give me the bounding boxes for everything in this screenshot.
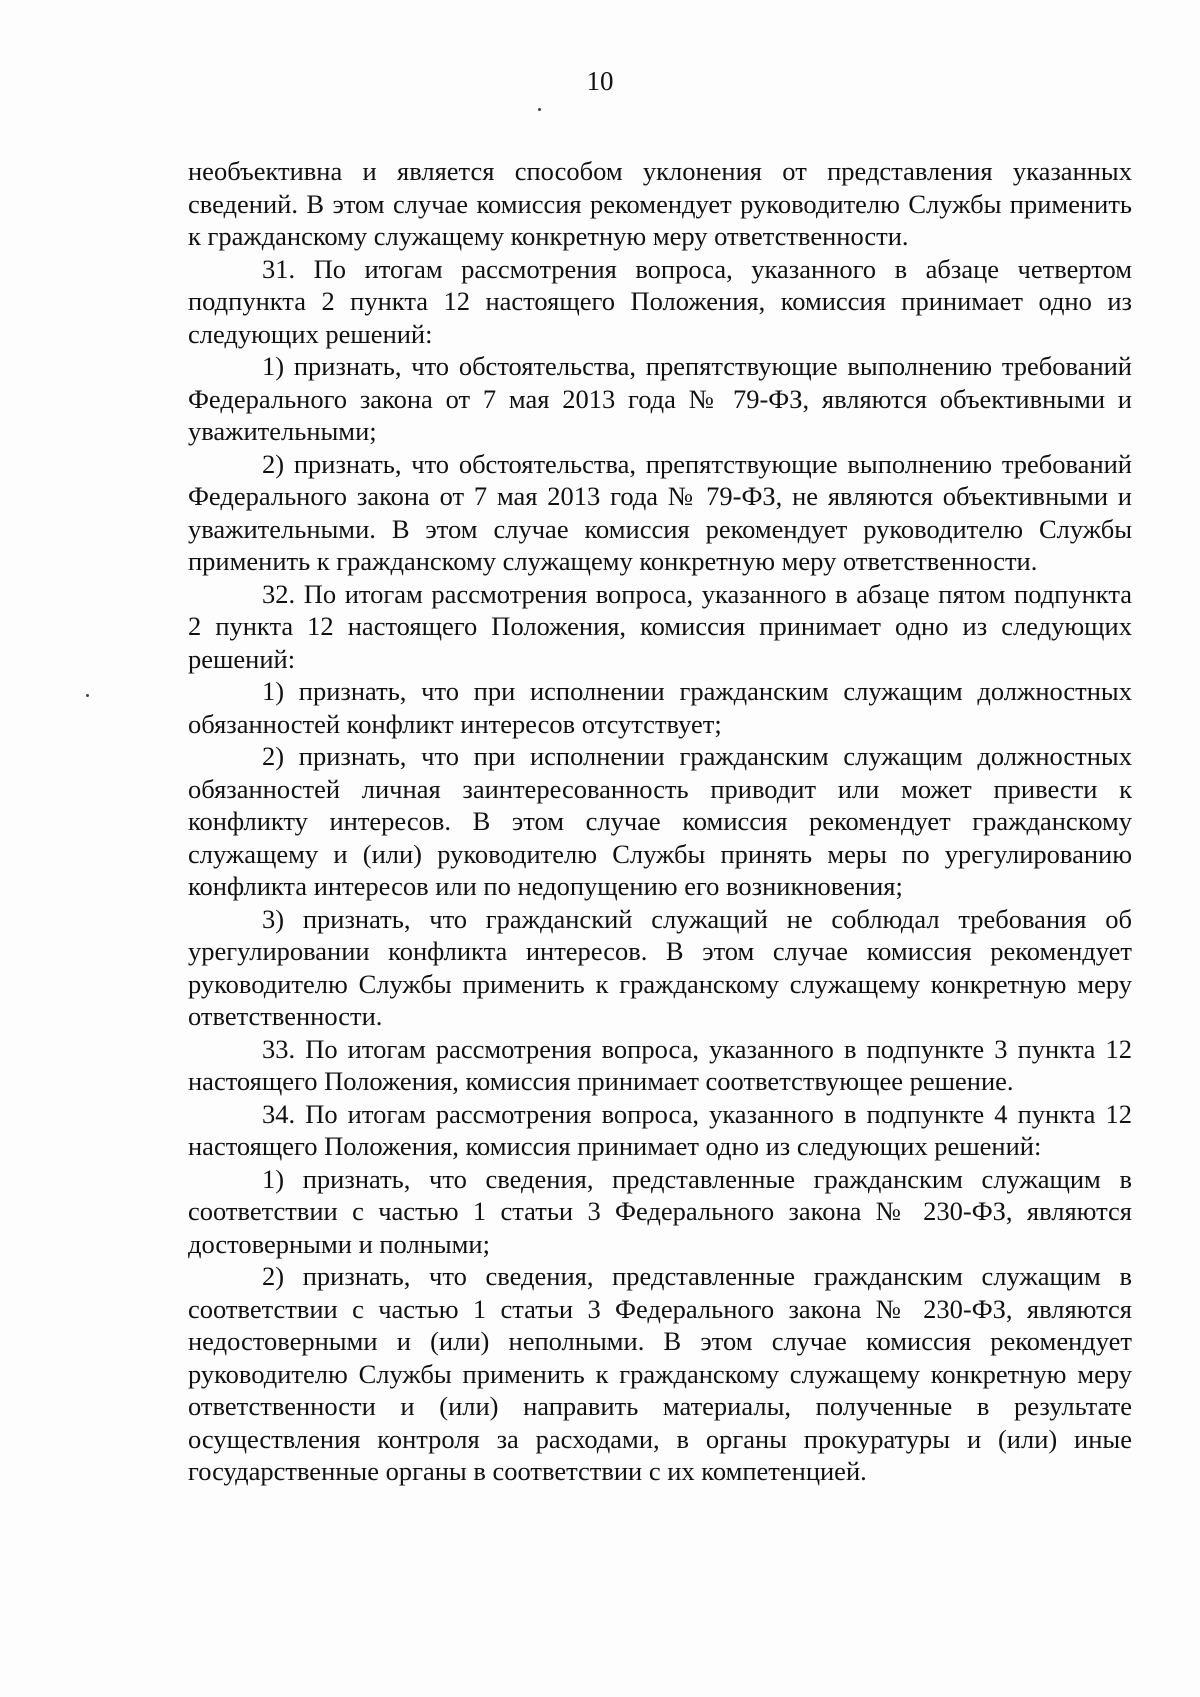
paragraph-34-item-1: 1) признать, что сведения, представленные гражданским служащим в соответствии с частью 1 статьи 3 Федерального закона № 230-ФЗ, являются достоверными и полными; — [188, 1163, 1132, 1259]
paragraph-31: 31. По итогам рассмотрения вопроса, указанного в абзаце четвертом подпункта 2 пункта 12 настоящего Положения, комиссия принимает одно из следующих решений: — [188, 253, 1132, 349]
paragraph-32-item-2: 2) признать, что при исполнении гражданским служащим должностных обязанностей личная заинтересованность приводит или может привести к конфликту интересов. В этом случае комиссия рекомендует гражданскому служащему и (или) руководителю Службы принять меры по урегулированию конфликта интересов или по недопущению его возникновения; — [188, 741, 1132, 901]
scan-speck — [86, 694, 89, 697]
paragraph-34-item-2: 2) признать, что сведения, представленные гражданским служащим в соответствии с частью 1 статьи 3 Федерального закона № 230-ФЗ, являются недостоверными и (или) неполными. В этом случае комиссия рекомендует руководителю Службы применить к гражданскому служащему конкретную меру ответственности и (или) направить материалы, полученные в результате осуществления контроля за расходами, в органы прокуратуры и (или) иные государственные органы в соответствии с их компетенцией. — [188, 1261, 1132, 1486]
paragraph-continuation: необъективна и является способом уклонения от представления указанных сведений. В этом случае комиссия рекомендует руководителю Службы применить к гражданскому служащему конкретную меру ответственности. — [188, 156, 1132, 251]
page-number: 10 — [586, 66, 614, 96]
paragraph-34: 34. По итогам рассмотрения вопроса, указанного в подпункте 4 пункта 12 настоящего Положения, комиссия принимает одно из следующих решений: — [188, 1098, 1132, 1161]
paragraph-33: 33. По итогам рассмотрения вопроса, указанного в подпункте 3 пункта 12 настоящего Положения, комиссия принимает соответствующее решение. — [188, 1033, 1132, 1096]
document-body — [188, 155, 1132, 1488]
scan-speck — [538, 108, 541, 111]
paragraph-32: 32. По итогам рассмотрения вопроса, указанного в абзаце пятом подпункта 2 пункта 12 настоящего Положения, комиссия принимает одно из следующих решений: — [188, 578, 1132, 674]
paragraph-31-item-1: 1) признать, что обстоятельства, препятствующие выполнению требований Федерального закона от 7 мая 2013 года № 79-ФЗ, являются объективными и уважительными; — [188, 351, 1132, 446]
paragraph-31-item-2: 2) признать, что обстоятельства, препятствующие выполнению требований Федерального закона от 7 мая 2013 года № 79-ФЗ, не являются объективными и уважительными. В этом случае комиссия рекомендует руководителю Службы применить к гражданскому служащему конкретную меру ответственности. — [188, 448, 1132, 576]
paragraph-32-item-3: 3) признать, что гражданский служащий не соблюдал требования об урегулировании конфликта интересов. В этом случае комиссия рекомендует руководителю Службы применить к гражданскому служащему конкретную меру ответственности. — [188, 903, 1132, 1031]
paragraph-32-item-1: 1) признать, что при исполнении гражданским служащим должностных обязанностей конфликт интересов отсутствует; — [188, 676, 1132, 739]
